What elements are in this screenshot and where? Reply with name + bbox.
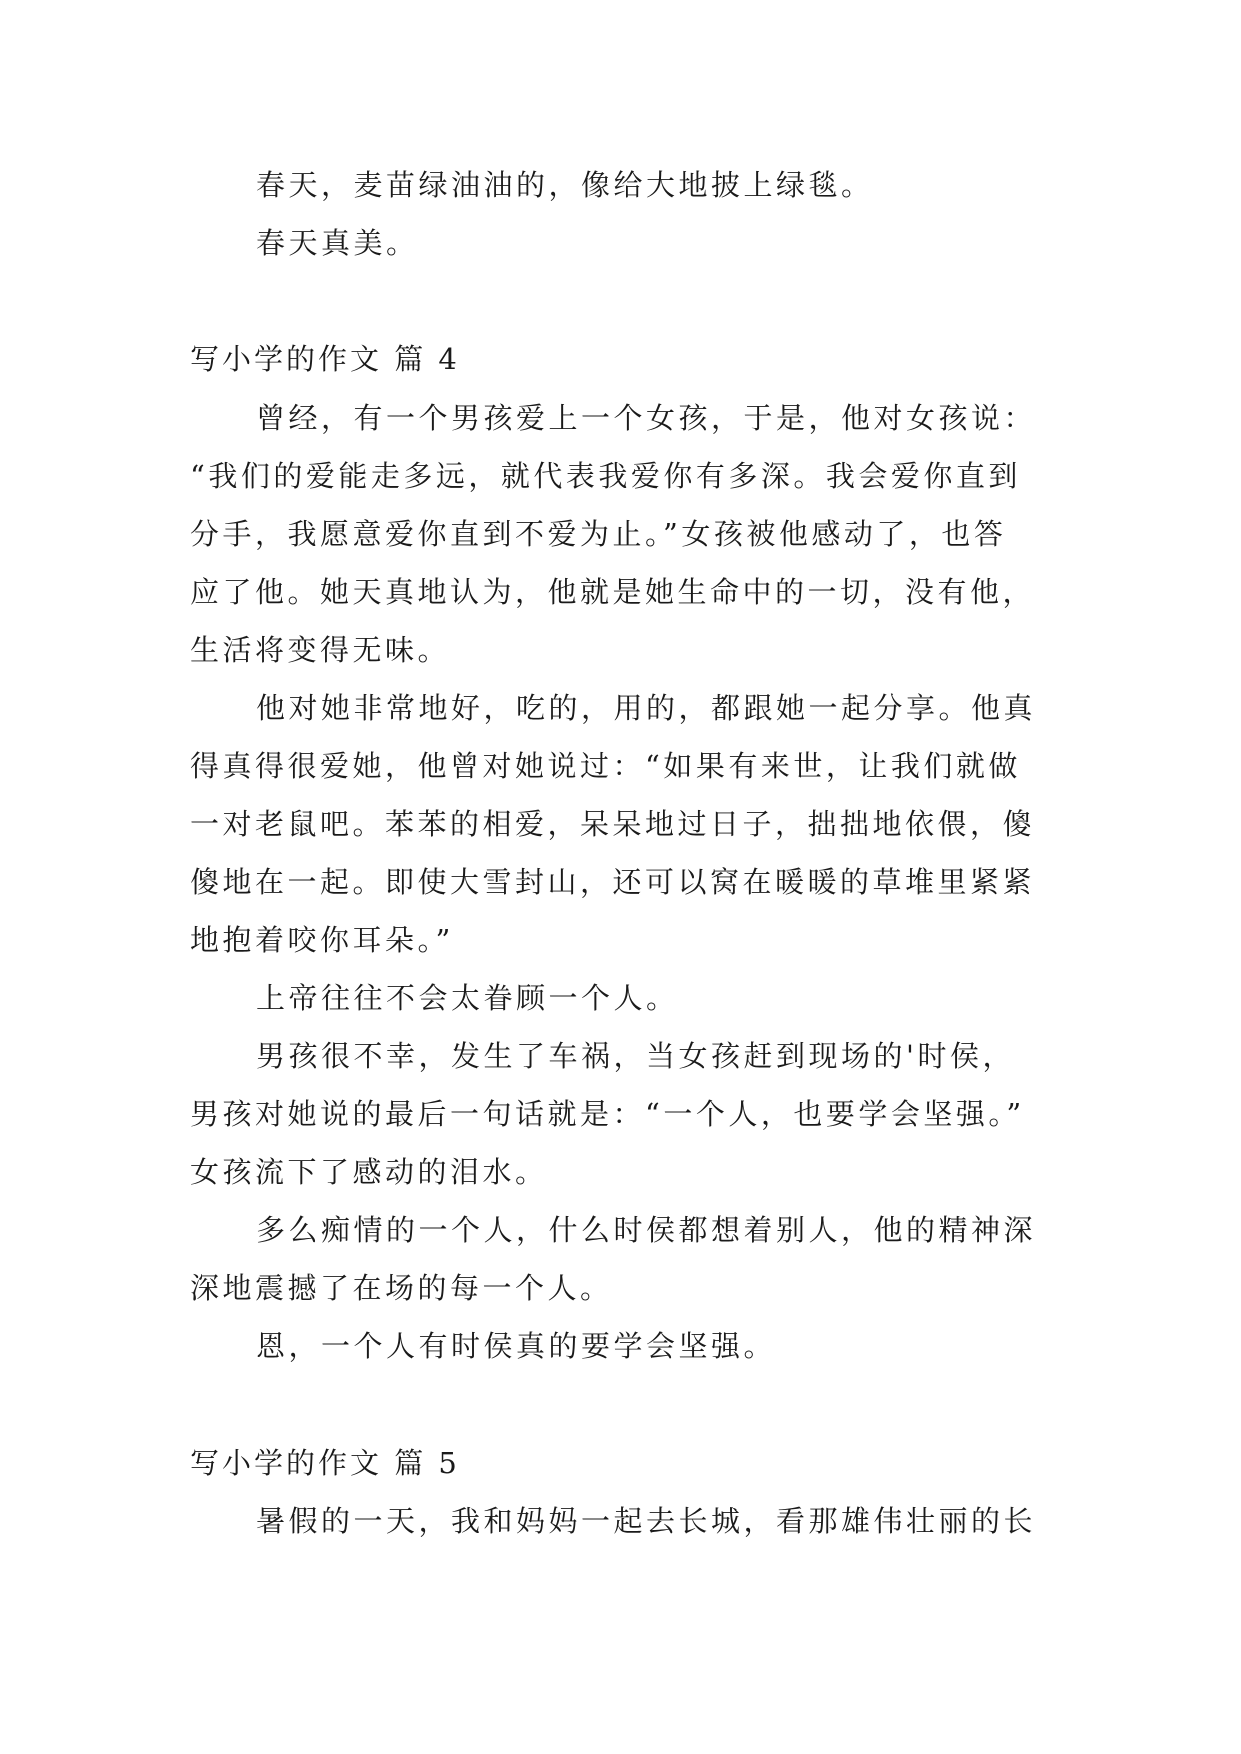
section-heading: 写小学的作文 篇 4 bbox=[190, 342, 460, 376]
paragraph-line: 傻地在一起。即使大雪封山，还可以窝在暖暖的草堆里紧紧 bbox=[190, 865, 1036, 899]
paragraph-line: 地抱着咬你耳朵。” bbox=[190, 923, 454, 957]
paragraph-line: 应了他。她天真地认为，他就是她生命中的一切，没有他， bbox=[190, 575, 1036, 609]
paragraph-line: 得真得很爱她，他曾对她说过：“如果有来世，让我们就做 bbox=[190, 749, 1021, 783]
paragraph-line: 上帝往往不会太眷顾一个人。 bbox=[256, 981, 679, 1015]
paragraph-line: 生活将变得无味。 bbox=[190, 633, 451, 667]
paragraph-line: 分手，我愿意爱你直到不爱为止。”女孩被他感动了，也答 bbox=[190, 517, 1007, 551]
paragraph-line: 男孩很不幸，发生了车祸，当女孩赶到现场的'时侯， bbox=[256, 1039, 1015, 1073]
section-heading: 写小学的作文 篇 5 bbox=[190, 1446, 460, 1480]
paragraph-line: 暑假的一天，我和妈妈一起去长城，看那雄伟壮丽的长 bbox=[256, 1504, 1037, 1538]
paragraph-line: 恩，一个人有时侯真的要学会坚强。 bbox=[256, 1329, 777, 1363]
paragraph-line: 曾经，有一个男孩爱上一个女孩，于是，他对女孩说： bbox=[256, 401, 1037, 435]
paragraph-line: 女孩流下了感动的泪水。 bbox=[190, 1155, 548, 1189]
paragraph-line: 深地震撼了在场的每一个人。 bbox=[190, 1271, 613, 1305]
paragraph-line: “我们的爱能走多远，就代表我爱你有多深。我会爱你直到 bbox=[190, 459, 1021, 493]
paragraph-line: 多么痴情的一个人，什么时侯都想着别人，他的精神深 bbox=[256, 1213, 1037, 1247]
paragraph-line: 他对她非常地好，吃的，用的，都跟她一起分享。他真 bbox=[256, 691, 1037, 725]
paragraph-line: 春天真美。 bbox=[256, 226, 419, 260]
paragraph-line: 一对老鼠吧。苯苯的相爱，呆呆地过日子，拙拙地依偎，傻 bbox=[190, 807, 1036, 841]
paragraph-line: 男孩对她说的最后一句话就是：“一个人，也要学会坚强。” bbox=[190, 1097, 1025, 1131]
paragraph-line: 春天，麦苗绿油油的，像给大地披上绿毯。 bbox=[256, 168, 874, 202]
